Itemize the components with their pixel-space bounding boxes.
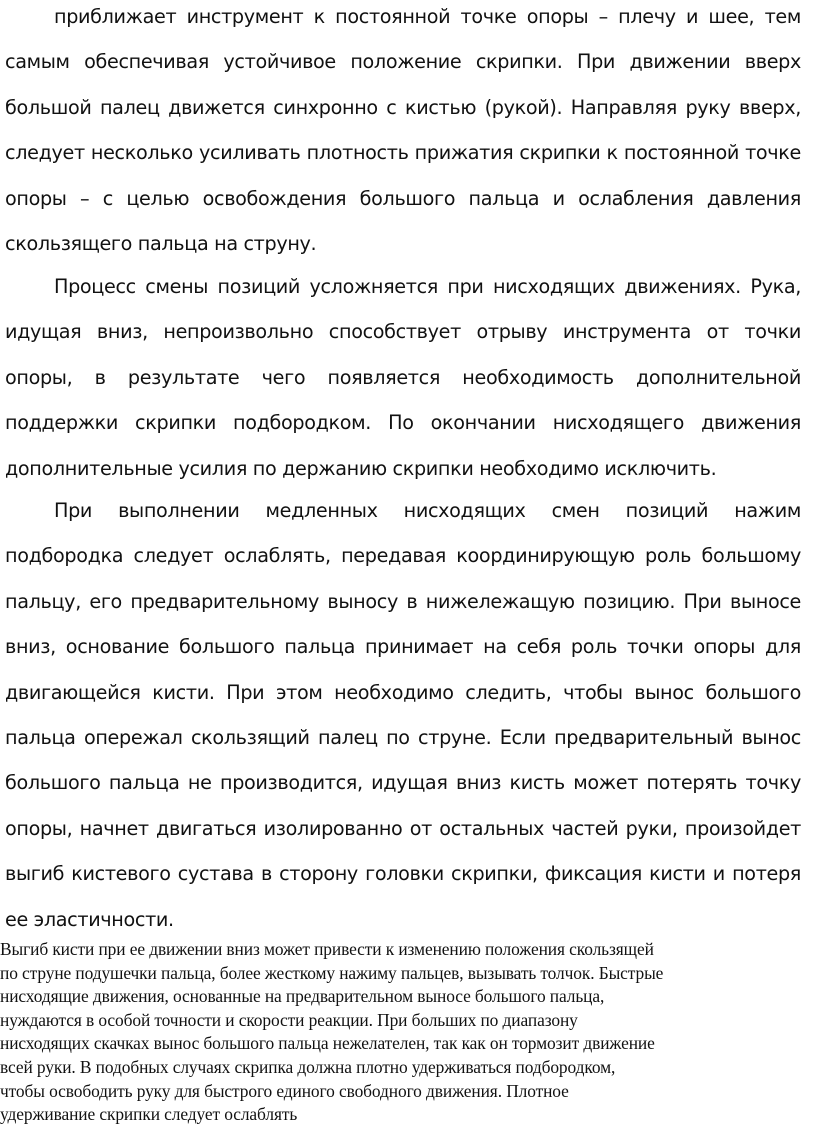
serif-line: Выгиб кисти при ее движении вниз может привести к изменению положения скользящей bbox=[0, 939, 654, 959]
serif-line: нисходящих скачках вынос большого пальца нежелателен, так как он тормозит движение bbox=[0, 1033, 655, 1054]
serif-line: чтобы освободить руку для быстрого единого свободного движения. Плотное bbox=[0, 1080, 569, 1101]
serif-line: всей руки. В подобных случаях скрипка должна плотно удерживаться подбородком, bbox=[0, 1056, 616, 1077]
serif-line: нуждаются в особой точности и скорости реакции. При больших по диапазону bbox=[0, 1009, 578, 1030]
paragraph-continuation: приближает инструмент к постоянной точке опоры – плечу и шее, тем самым обеспечивая устойчивое положение скрипки. При движении вверх большой палец движется синхронно с кистью (рукой). Направляя руку вверх, следует несколько усиливать плотность прижатия скрипки к постоянной точке опоры – с целью освобождения большого пальца и ослабления давления скользящего пальца на струну. bbox=[5, 5, 801, 256]
serif-line: по струне подушечки пальца, более жесткому нажиму пальцев, вызывать толчок. Быстрые bbox=[0, 962, 664, 983]
serif-line: удерживание скрипки следует ослаблять bbox=[0, 1104, 298, 1125]
serif-text-block bbox=[0, 938, 804, 1127]
serif-line: нисходящие движения, основанные на предварительном выносе большого пальца, bbox=[0, 986, 605, 1007]
paragraph-descending-movements: Процесс смены позиций усложняется при нисходящих движениях. Рука, идущая вниз, непроизвольно способствует отрыву инструмента от точки опоры, в результате чего появляется необходимость дополнительной поддержки скрипки подбородком. По окончании нисходящего движения дополнительные усилия по держанию скрипки необходимо исключить. bbox=[5, 275, 801, 480]
paragraph-slow-shifts: При выполнении медленных нисходящих смен позиций нажим подбородка следует ослаблять, передавая координирующую роль большому пальцу, его предварительному выносу в нижележащую позицию. При выносе вниз, основание большого пальца принимает на себя роль точки опоры для двигающейся кисти. При этом необходимо следить, чтобы вынос большого пальца опережал скользящий палец по струне. Если предварительный вынос большого пальца не производится, идущая вниз кисть может потерять точку опоры, начнет двигаться изолированно от остальных частей руки, произойдет выгиб кистевого сустава в сторону головки скрипки, фиксация кисти и потеря ее эластичности. bbox=[5, 499, 801, 931]
